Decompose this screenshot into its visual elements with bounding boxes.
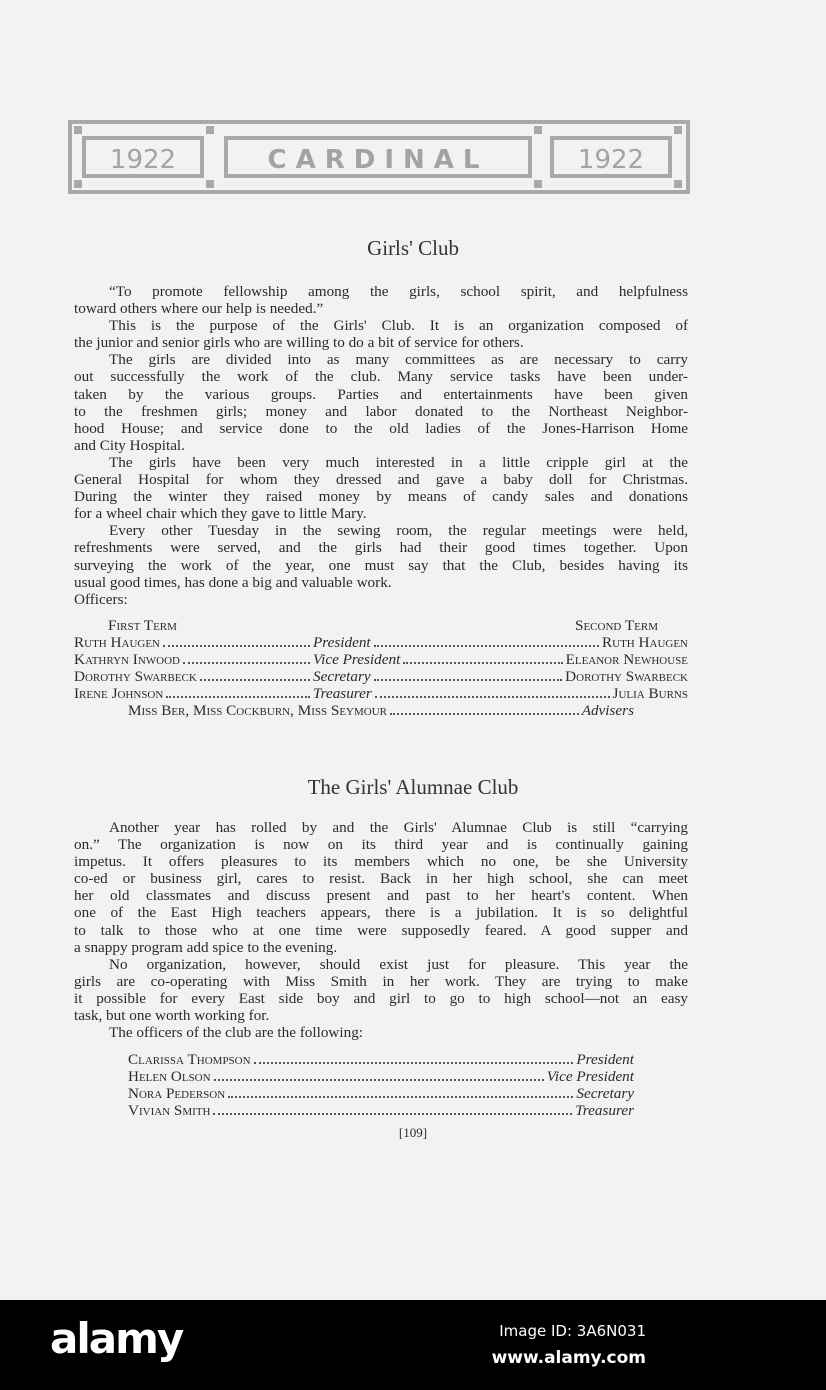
first-term-cell — [74, 651, 313, 668]
dot-leader — [213, 1102, 572, 1115]
text-line: a snappy program add spice to the evening. — [74, 938, 338, 956]
banner-year-right: 1922 — [577, 145, 645, 175]
officer-row — [74, 668, 688, 685]
dot-leader — [163, 634, 310, 647]
officers-header-row — [74, 617, 688, 634]
text-line: During the winter they raised money by means of candy sales and donations — [74, 488, 688, 506]
page-number: [109] — [398, 1125, 428, 1140]
alumnae-officer-row — [128, 1102, 634, 1119]
text-line: surveying the work of the year, one must say that the Club, besides having its — [74, 556, 688, 574]
text-line: impetus. It offers pleasures to its members which no one, be she University — [74, 853, 688, 871]
text-line: Officers: — [74, 590, 128, 608]
first-term-cell — [74, 685, 313, 702]
text-line: out successfully the work of the club. Many service tasks have been under- — [74, 368, 688, 386]
dot-leader — [200, 668, 310, 681]
text-line: refreshments were served, and the girls had their good times together. Upon — [74, 539, 688, 557]
text-line: Every other Tuesday in the sewing room, the regular meetings were held, — [109, 522, 688, 540]
officer-role: Vice President — [546, 1068, 634, 1085]
watermark-url: www.alamy.com — [491, 1348, 646, 1368]
officer-role: Treasurer — [313, 685, 372, 702]
officer-role: President — [313, 634, 371, 651]
text-line: to talk to those who at one time were supposedly feared. A good supper and — [74, 921, 688, 939]
advisers-row — [74, 702, 634, 719]
text-line: the junior and senior girls who are willing to do a bit of service for others. — [74, 334, 524, 352]
alumnae-club-title: The Girls' Alumnae Club — [307, 775, 519, 799]
text-line: hood House; and service done to the old ladies of the Jones-Harrison Home — [74, 419, 688, 437]
text-line: for a wheel chair which they gave to little Mary. — [74, 505, 367, 523]
officer-row — [74, 685, 688, 702]
text-line: The girls have been very much interested in a little cripple girl at the — [109, 453, 688, 471]
banner-year-left: 1922 — [109, 145, 177, 175]
text-line: toward others where our help is needed.” — [74, 300, 324, 318]
alamy-logo: alamy — [50, 1314, 183, 1363]
text-line: it possible for every East side boy and girl to go to high school—not an easy — [74, 989, 688, 1007]
dot-leader — [375, 685, 610, 698]
text-line: task, but one worth working for. — [74, 1007, 270, 1025]
text-line: to the freshmen girls; money and labor donated to the Northeast Neighbor- — [74, 402, 688, 420]
alumnae-officer-row — [128, 1068, 634, 1085]
first-term-cell — [74, 668, 313, 685]
text-line: The girls are divided into as many committees as are necessary to carry — [109, 351, 688, 369]
alumnae-officer-row — [128, 1051, 634, 1068]
officer-role: Secretary — [313, 668, 371, 685]
cardinal-1922-banner — [66, 116, 692, 198]
officer-role: Secretary — [576, 1085, 634, 1102]
text-line: usual good times, has done a big and valuable work. — [74, 573, 392, 591]
girls-club-body — [74, 283, 688, 608]
dot-leader — [254, 1051, 574, 1064]
girls-club-title: Girls' Club — [367, 236, 459, 260]
text-line: co-ed or business girl, cares to resist. Back in her high school, she can meet — [74, 870, 688, 888]
text-line: General Hospital for whom they dressed and gave a baby doll for Christmas. — [74, 471, 688, 489]
dot-leader — [166, 685, 310, 698]
first-term-officer: Kathryn Inwood — [74, 651, 180, 668]
text-line: “To promote fellowship among the girls, school spirit, and helpfulness — [109, 283, 688, 300]
dot-leader — [374, 668, 563, 681]
dot-leader — [228, 1085, 573, 1098]
officer-role: President — [576, 1051, 634, 1068]
text-line: No organization, however, should exist just for pleasure. This year the — [109, 955, 688, 973]
role-cell — [313, 685, 688, 702]
first-term-officer: Irene Johnson — [74, 685, 164, 702]
officer-row — [74, 634, 688, 651]
girls-club-officers-table — [74, 617, 688, 719]
advisers-role: Advisers — [581, 702, 634, 719]
alumnae-officers-list — [128, 1051, 634, 1119]
first-term-officer: Ruth Haugen — [74, 634, 160, 651]
officer-name: Clarissa Thompson — [128, 1051, 251, 1068]
officer-name: Nora Pederson — [128, 1085, 226, 1102]
text-line: on.” The organization is now on its third year and is continually gaining — [74, 836, 688, 854]
second-term-officer: Dorothy Swarbeck — [565, 668, 688, 685]
dot-leader — [374, 634, 599, 647]
role-cell — [313, 634, 688, 651]
officer-role: Treasurer — [575, 1102, 634, 1119]
first-term-officer: Dorothy Swarbeck — [74, 668, 197, 685]
text-line: This is the purpose of the Girls' Club. It is an organization composed of — [109, 317, 688, 335]
text-line: one of the East High teachers appears, there is a jubilation. It is so delightful — [74, 904, 688, 922]
dot-leader — [390, 702, 579, 715]
text-line: The officers of the club are the following: — [109, 1024, 364, 1042]
officer-role: Vice President — [313, 651, 401, 668]
banner-title: CARDINAL — [267, 145, 489, 175]
first-term-header: First Term — [108, 617, 177, 634]
alumnae-club-body — [74, 819, 688, 1041]
dot-leader — [183, 651, 310, 664]
second-term-officer: Ruth Haugen — [602, 634, 688, 651]
officer-name: Vivian Smith — [128, 1102, 211, 1119]
image-id: Image ID: 3A6N031 — [499, 1322, 646, 1340]
dot-leader — [214, 1068, 544, 1081]
alumnae-officer-row — [128, 1085, 634, 1102]
text-line: girls are co-operating with Miss Smith in her work. They are trying to make — [74, 972, 688, 990]
officer-row — [74, 651, 688, 668]
dot-leader — [403, 651, 562, 664]
officer-rows — [74, 634, 688, 702]
first-term-cell — [74, 634, 313, 651]
second-term-header: Second Term — [575, 617, 658, 634]
role-cell — [313, 668, 688, 685]
watermark-bar — [0, 1300, 826, 1390]
second-term-officer: Eleanor Newhouse — [565, 651, 688, 668]
text-line: her old classmates and discuss present and past to her heart's content. When — [74, 887, 688, 905]
text-line: Another year has rolled by and the Girls' Alumnae Club is still “carrying — [109, 819, 688, 836]
role-cell — [313, 651, 688, 668]
officer-name: Helen Olson — [128, 1068, 211, 1085]
text-line: and City Hospital. — [74, 436, 185, 454]
second-term-officer: Julia Burns — [612, 685, 688, 702]
advisers-names: Miss Ber, Miss Cockburn, Miss Seymour — [128, 702, 388, 719]
text-line: taken by the various groups. Parties and entertainments have been given — [74, 385, 688, 403]
